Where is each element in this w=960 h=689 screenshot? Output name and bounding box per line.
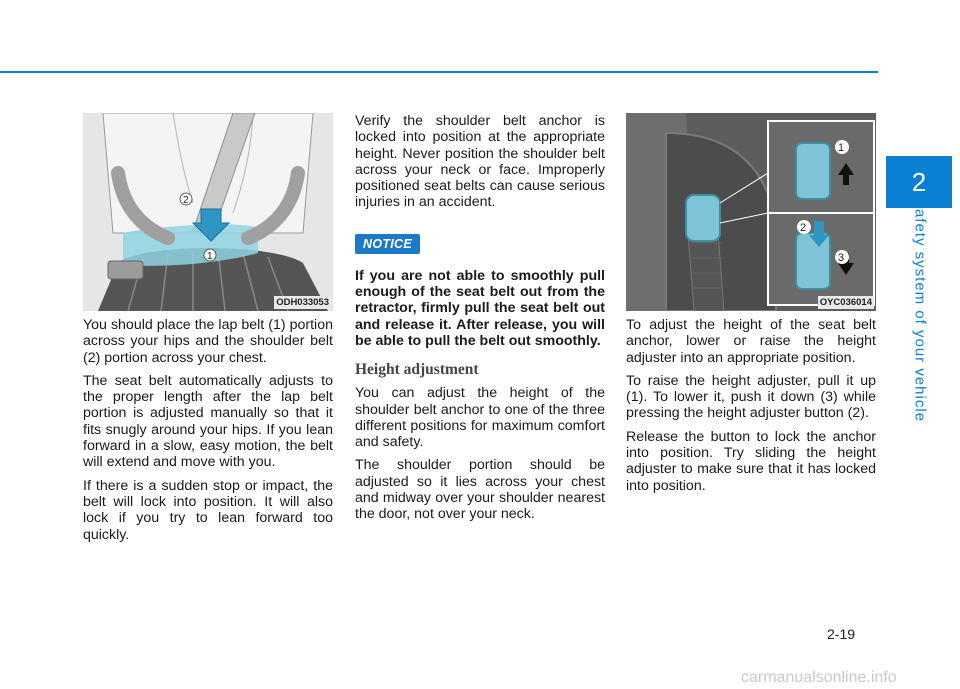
page-number: 2-19: [827, 626, 856, 642]
callout-1: 1: [838, 142, 845, 154]
figure-code: ODH033053: [276, 297, 329, 308]
paragraph: The seat belt automatically adjusts to the proper length after the lap belt portion is adjusted manually so that it fits snugly around your hips. If you lean forward in a slow, easy motion, the belt will extend and move with you.: [83, 372, 333, 471]
paragraph: If there is a sudden stop or impact, the belt will lock into position. It will also lock if you try to lean forward too quickly.: [83, 477, 333, 543]
notice-text: If you are not able to smoothly pull enough of the seat belt out from the retractor, firmly pull the seat belt out and release it. After release, you will be able to pull the belt out smoothly.: [355, 267, 605, 349]
paragraph: The shoulder portion should be adjusted so it lies across your chest and midway over your shoulder nearest the door, not over your neck.: [355, 457, 605, 523]
paragraph: Release the button to lock the anchor into position. Try sliding the height adjuster to make sure that it has locked into position.: [626, 428, 876, 494]
figure-code: OYC036014: [819, 297, 872, 308]
paragraph: Verify the shoulder belt anchor is locked into position at the appropriate height. Never position the shoulder belt across your neck or face. Improperly positioned seat belts can cause serious injuries in an accident.: [355, 113, 605, 211]
height-adjuster-illustration: [626, 113, 876, 311]
callout-2: 2: [183, 195, 189, 206]
column-3: [626, 113, 876, 501]
paragraph: You should place the lap belt (1) portion across your hips and the shoulder belt (2) portion across your chest.: [83, 317, 333, 366]
column-2: [355, 113, 605, 530]
chapter-tab: 2: [886, 156, 952, 208]
watermark: carmanualsonline.info: [741, 669, 897, 686]
paragraph: You can adjust the height of the shoulder belt anchor to one of the three different positions for maximum comfort and safety.: [355, 385, 605, 451]
header-rule: [0, 71, 878, 73]
notice-badge: NOTICE: [355, 234, 420, 254]
lap-belt-illustration: [83, 113, 333, 311]
figure-height-adjuster: [626, 113, 876, 311]
callout-1: 1: [207, 251, 213, 262]
chapter-title: Safety system of your vehicle: [911, 197, 929, 423]
callout-2: 2: [800, 222, 807, 234]
paragraph: To raise the height adjuster, pull it up (1). To lower it, push it down (3) while pressing the height adjuster button (2).: [626, 372, 876, 422]
callout-3: 3: [838, 252, 845, 264]
figure-lap-belt: [83, 113, 333, 311]
section-heading: Height adjustment: [355, 361, 479, 379]
paragraph: To adjust the height of the seat belt anchor, lower or raise the height adjuster into an appropriate position.: [626, 317, 876, 366]
column-1: [83, 113, 333, 550]
